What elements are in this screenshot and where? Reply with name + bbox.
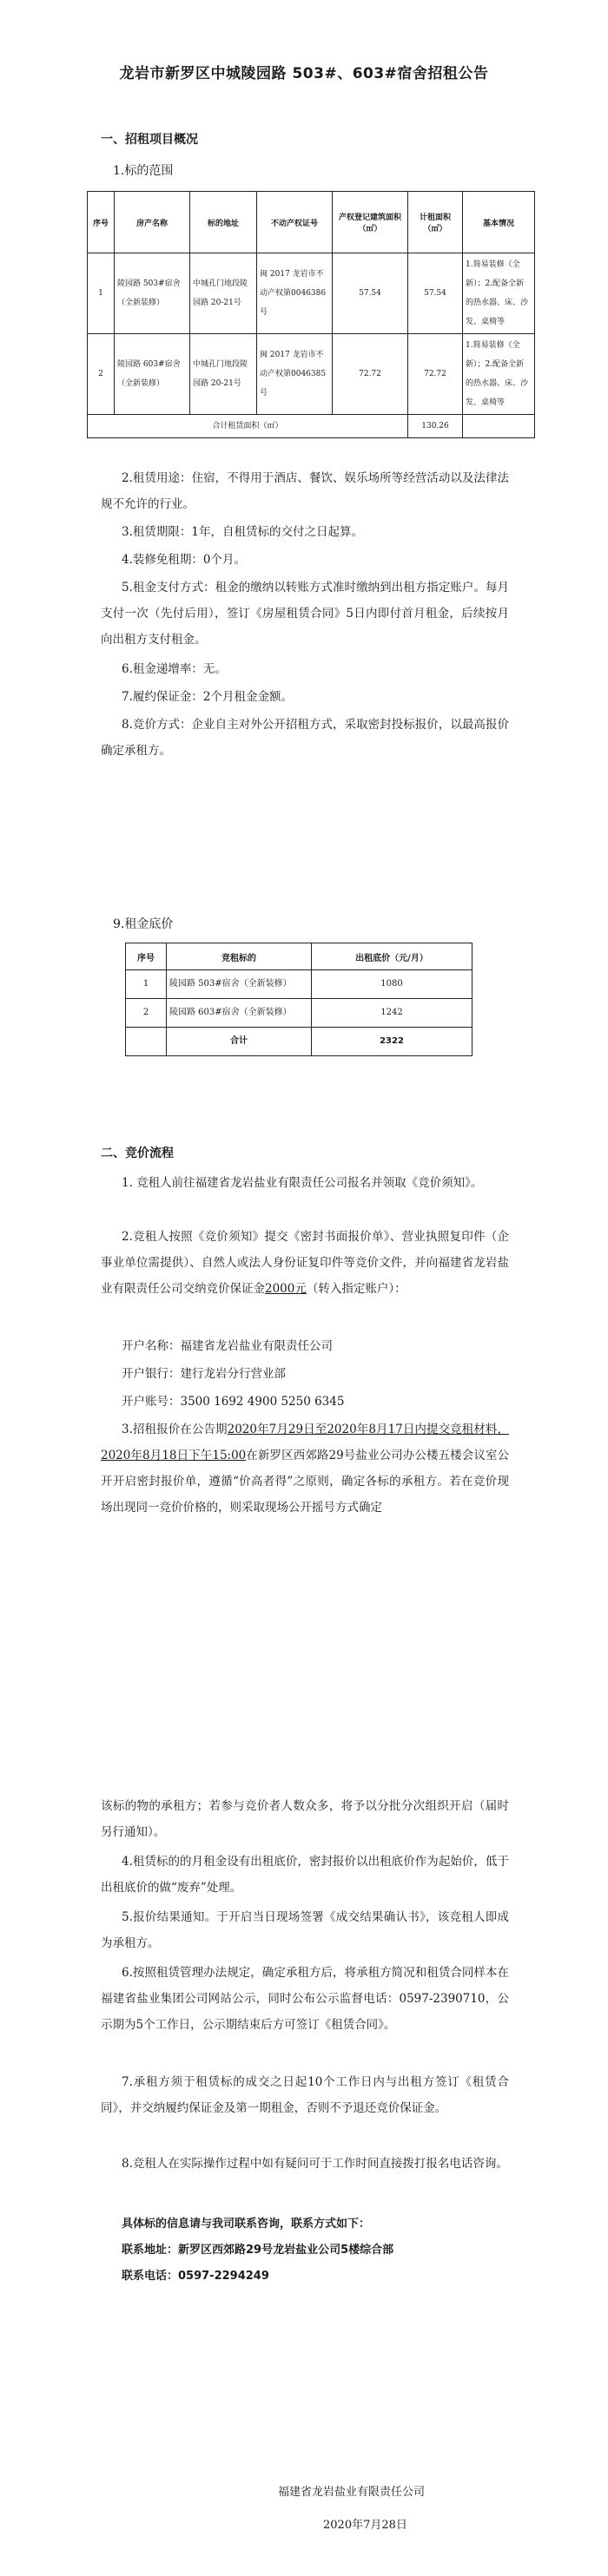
contact-address: 联系地址：新罗区西郊路29号龙岩盐业公司5楼综合部	[122, 2244, 394, 2257]
table-header: 序号	[126, 943, 167, 970]
table-cell: 1080	[312, 970, 473, 999]
table-cell-empty	[463, 415, 535, 438]
table-cell-empty	[126, 1028, 167, 1056]
table-cell: 1	[88, 253, 115, 334]
base-price-table	[125, 943, 473, 1056]
table-header: 标的地址	[190, 192, 257, 253]
item-free-period: 4.装修免租期：0个月。	[122, 553, 246, 567]
table-row	[88, 253, 535, 334]
table-cell: 闽 2017 龙岩市不动产权第0046385 号	[257, 334, 333, 415]
table-row	[88, 334, 535, 415]
table-cell: 中城孔门地段陵园路 20-21号	[190, 334, 257, 415]
table-cell: 1.简易装修（全新）；2.配备全新的热水器、床、沙发、桌椅等	[463, 334, 535, 415]
contact-block	[122, 2211, 521, 2290]
process-step-3-continued: 该标的物的承租方；若参与竞价者人数众多，将予以分批分次组织开启（届时另行通知）。	[101, 1799, 509, 1839]
table-cell: 2	[88, 334, 115, 415]
process-step-6: 6.按照租赁管理办法规定，确定承租方后，将承租方简况和租赁合同样本在福建省盐业集团公司网站公示，同时公布公示监督电话：0597-2390710，公示期为5个工作日，公示期结束后方可签订《租赁合同》。	[101, 1966, 509, 2032]
signature-company: 福建省龙岩盐业有限责任公司	[278, 2486, 426, 2499]
process-step-3	[101, 1416, 509, 1521]
table-total-row	[126, 1028, 473, 1056]
process-step-1: 1. 竞租人前往福建省龙岩盐业有限责任公司报名并领取《竞价须知》。	[122, 1176, 483, 1190]
subheading-base-price: 9.租金底价	[113, 917, 174, 931]
contact-intro: 具体标的信息请与我司联系咨询，联系方式如下：	[122, 2218, 371, 2231]
table-cell: 1.简易装修（全新）；2.配备全新的热水器、床、沙发、桌椅等	[463, 253, 535, 334]
item-payment: 5.租金支付方式：租金的缴纳以转账方式准时缴纳到出租方指定账户。每月支付一次（先付后用），签订《房屋租赁合同》5日内即付首月租金，后续按月向出租方支付租金。	[101, 581, 509, 647]
table-header: 计租面积（㎡）	[408, 192, 463, 253]
table-header-row	[126, 943, 473, 970]
section-heading-process: 二、竞价流程	[101, 1147, 174, 1160]
item-term: 3.租赁期限：1年，自租赁标的交付之日起算。	[122, 525, 363, 539]
process-step-5: 5.报价结果通知。于开启当日现场签署《成交结果确认书》，该竞租人即成为承租方。	[101, 1910, 509, 1950]
item-deposit: 7.履约保证金：2个月租金金额。	[122, 690, 293, 704]
table-header: 房产名称	[115, 192, 190, 253]
table-cell: 1	[126, 970, 167, 999]
table-cell: 陵园路 603#宿舍（全新装修）	[167, 999, 312, 1028]
table-cell: 陵园路 503#宿舍（全新装修）	[167, 970, 312, 999]
table-cell: 57.54	[408, 253, 463, 334]
table-cell: 中城孔门地段陵园路 20-21号	[190, 253, 257, 334]
item-increase-rate: 6.租金递增率：无。	[122, 662, 227, 676]
property-table	[87, 191, 535, 438]
table-cell: 72.72	[408, 334, 463, 415]
total-value: 2322	[312, 1028, 473, 1056]
table-header: 竞租标的	[167, 943, 312, 970]
subheading-scope: 1.标的范围	[113, 164, 174, 178]
table-cell: 陵园路 503#宿舍（全新装修）	[115, 253, 190, 334]
signature-date: 2020年7月28日	[323, 2519, 407, 2532]
step-2-text-end: （转入指定账户）：	[306, 1282, 406, 1296]
page-title: 龙岩市新罗区中城陵园路 503#、603#宿舍招租公告	[119, 65, 489, 82]
table-header: 基本情况	[463, 192, 535, 253]
item-bidding-method: 8.竞价方式：企业自主对外公开招租方式，采取密封投标报价，以最高报价确定承租方。	[101, 718, 509, 758]
item-usage: 2.租赁用途：住宿，不得用于酒店、餐饮、娱乐场所等经营活动以及法律法规不允许的行业。	[101, 471, 509, 511]
table-header: 出租底价（元/月）	[312, 943, 473, 970]
table-header: 产权登记建筑面积（㎡）	[333, 192, 408, 253]
process-step-4: 4.租赁标的的月租金设有出租底价，密封报价以出租底价作为起始价，低于出租底价的做“废弃”处理。	[101, 1855, 509, 1895]
table-cell: 72.72	[333, 334, 408, 415]
table-cell: 2	[126, 999, 167, 1028]
table-cell: 57.54	[333, 253, 408, 334]
table-cell: 闽 2017 龙岩市不动产权第0046386 号	[257, 253, 333, 334]
table-row	[126, 999, 473, 1028]
total-label: 合计租赁面积（㎡）	[88, 415, 408, 438]
table-row	[126, 970, 473, 999]
table-cell: 1242	[312, 999, 473, 1028]
step-2-text: 2.竞租人按照《竞价须知》提交《密封书面报价单》、营业执照复印件（企事业单位需提供）、自然人或法人身份证复印件等竞价文件，并向福建省龙岩盐业有限责任公司交纳竞价保证金	[101, 1230, 509, 1296]
table-header: 不动产权证号	[257, 192, 333, 253]
process-step-7: 7.承租方须于租赁标的成交之日起10个工作日内与出租方签订《租赁合同》，并交纳履约保证金及第一期租金，否则不予退还竞价保证金。	[101, 2075, 509, 2115]
table-total-row	[88, 415, 535, 438]
bid-schedule: 2020年7月29日至2020年8月17日内提交竞租材料，2020年8月18日下午15:00	[101, 1423, 509, 1462]
step-3-text: 3.招租报价在公告期	[122, 1423, 228, 1436]
account-number: 开户账号：3500 1692 4900 5250 6345	[122, 1395, 345, 1409]
account-bank: 开户银行：建行龙岩分行营业部	[122, 1367, 286, 1381]
process-step-2	[101, 1224, 509, 1302]
process-step-8: 8.竞租人在实际操作过程中如有疑问可于工作时间直接拨打报名电话咨询。	[122, 2157, 508, 2171]
section-heading-overview: 一、招租项目概况	[101, 133, 198, 147]
deposit-amount: 2000元	[265, 1282, 307, 1296]
account-name: 开户名称：福建省龙岩盐业有限责任公司	[122, 1339, 333, 1353]
table-header-row	[88, 192, 535, 253]
table-header: 序号	[88, 192, 115, 253]
total-value: 130.26	[408, 415, 463, 438]
total-label: 合计	[167, 1028, 312, 1056]
contact-phone: 联系电话：0597-2294249	[122, 2270, 269, 2283]
table-cell: 陵园路 603#宿舍（全新装修）	[115, 334, 190, 415]
step-3-text-end: 在新罗区西郊路29号盐业公司办公楼五楼会议室公开开启密封报价单，遵循“价高者得”之原则，确定各标的承租方。若在竞价现场出现同一竞价价格的，则采取现场公开摇号方式确定	[101, 1449, 509, 1515]
